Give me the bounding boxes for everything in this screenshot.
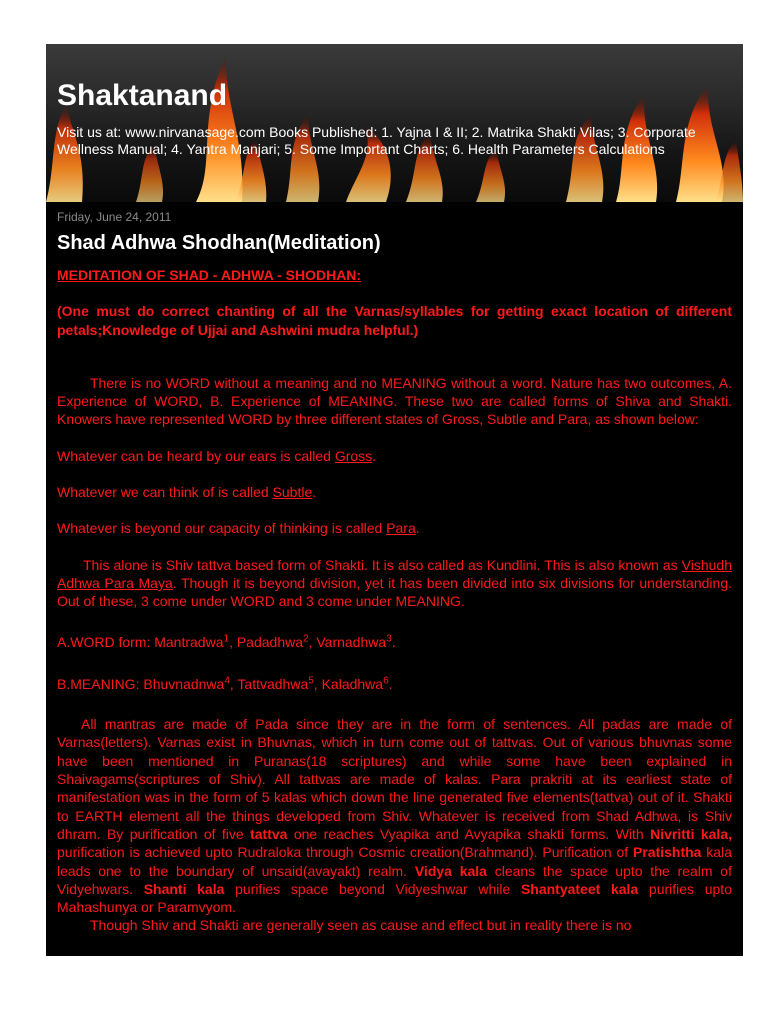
- bold-term: Shanti kala: [143, 880, 225, 897]
- post-date: Friday, June 24, 2011: [57, 210, 172, 224]
- bold-term: Pratishtha: [633, 844, 702, 861]
- flames-banner-image: [46, 44, 743, 202]
- meaning-form-item: Kaladhwa: [321, 675, 384, 692]
- shiv-text-2: . Though it is beyond division, yet it has been divided into six divisions for understanding. Out of these, 3 come under WORD and 3 come under MEANING.: [57, 574, 732, 610]
- mantras-text: kala leads one to the boundary of unsaid(avayakt) realm.: [57, 844, 732, 879]
- shiv-text-1: This alone is Shiv tattva based form of Shakti. It is also called as Kundlini. This is also known as: [83, 556, 682, 573]
- separator: ,: [229, 675, 238, 692]
- footnote-mark: 4: [224, 675, 230, 687]
- footnote-mark: 1: [223, 632, 230, 644]
- separator: ,: [313, 675, 322, 692]
- mantras-paragraph: [57, 715, 732, 916]
- word-form-label: A.WORD form:: [57, 633, 155, 650]
- post-heading: MEDITATION OF SHAD - ADHWA - SHODHAN:: [57, 267, 362, 283]
- gross-paragraph: [57, 447, 732, 465]
- line-end: .: [391, 633, 396, 650]
- footnote-mark: 5: [308, 675, 314, 687]
- subtle-paragraph: [57, 483, 732, 501]
- meaning-form-label: B.MEANING:: [57, 675, 144, 692]
- cause-effect-paragraph: Though Shiv and Shakti are generally seen as cause and effect but in reality there is no: [90, 917, 632, 934]
- para-end: .: [415, 520, 420, 537]
- line-end: .: [388, 675, 393, 692]
- meaning-form-item: Bhuvnadnwa: [143, 675, 225, 692]
- blog-title[interactable]: Shaktanand: [57, 79, 228, 112]
- mantras-text: purifies upto Mahashunya or Paramvyom.: [57, 880, 732, 916]
- footnote-mark: 6: [383, 675, 389, 687]
- blog-description: Visit us at: www.nirvanasage.com Books Published: 1. Yajna I & II; 2. Matrika Shakti Vilas; 3. Corporate Wellness Manual; 4. Yantra Manjari; 5. Some Important Charts; 6. Health Parameters Calculations: [57, 124, 696, 157]
- word-form-item: Padadhwa: [236, 633, 304, 650]
- bold-term: Shantyateet kala: [520, 880, 639, 897]
- blog-post: [46, 210, 743, 935]
- mantras-text: one reaches Vyapika and Avyapika shakti forms. With: [287, 825, 651, 842]
- vishudh-adhwa-link: Vishudh Adhwa Para Maya: [57, 556, 732, 591]
- gross-text: Whatever can be heard by our ears is called: [57, 447, 335, 464]
- intro-paragraph: There is no WORD without a meaning and no MEANING without a word. Nature has two outcomes, A. Experience of WORD, B. Experience of MEANING. These two are called forms of Shiva and Shakti. Knowers have represented WORD by three different states of Gross, Subtle and Para, as shown below:: [57, 374, 732, 428]
- blog-frame: [46, 44, 743, 956]
- para-text: Whatever is beyond our capacity of thinking is called: [57, 520, 387, 537]
- subtle-end: .: [312, 484, 317, 501]
- mantras-text: cleans the space upto the realm of Vidyehwars.: [57, 862, 732, 897]
- chanting-note: (One must do correct chanting of all the Varnas/syllables for getting exact location of different petals;Knowledge of Ujjai and Ashwini mudra helpful.): [57, 303, 732, 338]
- blog-header: [46, 44, 743, 202]
- bold-term: Vidya kala: [414, 862, 487, 879]
- mantras-text: purification is achieved upto Rudraloka through Cosmic creation(Brahmand). Purification of: [57, 844, 633, 861]
- separator: ,: [308, 633, 317, 650]
- gross-end: .: [372, 447, 377, 464]
- bold-term: tattva: [250, 825, 288, 842]
- meaning-form-item: Tattvadhwa: [237, 675, 309, 692]
- subtle-text: Whatever we can think of is called: [57, 484, 273, 501]
- para-term: Para: [386, 520, 416, 537]
- word-form-line: [57, 633, 732, 651]
- gross-term: Gross: [334, 447, 373, 464]
- word-form-item: Mantradwa: [154, 633, 224, 650]
- para-paragraph: [57, 519, 732, 537]
- subtle-term: Subtle: [272, 484, 313, 501]
- mantras-text: purifies space beyond Vidyeshwar while: [224, 880, 521, 897]
- separator: ,: [229, 633, 237, 650]
- footnote-mark: 3: [386, 632, 392, 644]
- shiv-tattva-paragraph: [57, 556, 732, 611]
- bold-term: Nivritti kala,: [650, 825, 733, 842]
- post-title[interactable]: Shad Adhwa Shodhan(Meditation): [57, 232, 381, 254]
- meaning-form-line: [57, 675, 732, 693]
- word-form-item: Varnadhwa: [316, 633, 387, 650]
- mantras-text: All mantras are made of Pada since they are in the form of sentences. All padas are made of Varnas(letters). Varnas exist in Bhuvnas, which in turn come out of tattvas. Out of various bhuvnas some have been mentioned in Puranas(18 scriptures) and while some have been explained in Shaivagams(scriptures of Shiv). All tattvas are made of kalas. Para prakriti at its earliest state of manifestation was in the form of 5 kalas which down the line generated five elements(tattva) out of it. Shakti to EARTH element all the things developed from Shiv. Whatever is received from Shad Adhwa, is Shiv dhram. By purification of five: [57, 716, 732, 842]
- footnote-mark: 2: [303, 632, 309, 644]
